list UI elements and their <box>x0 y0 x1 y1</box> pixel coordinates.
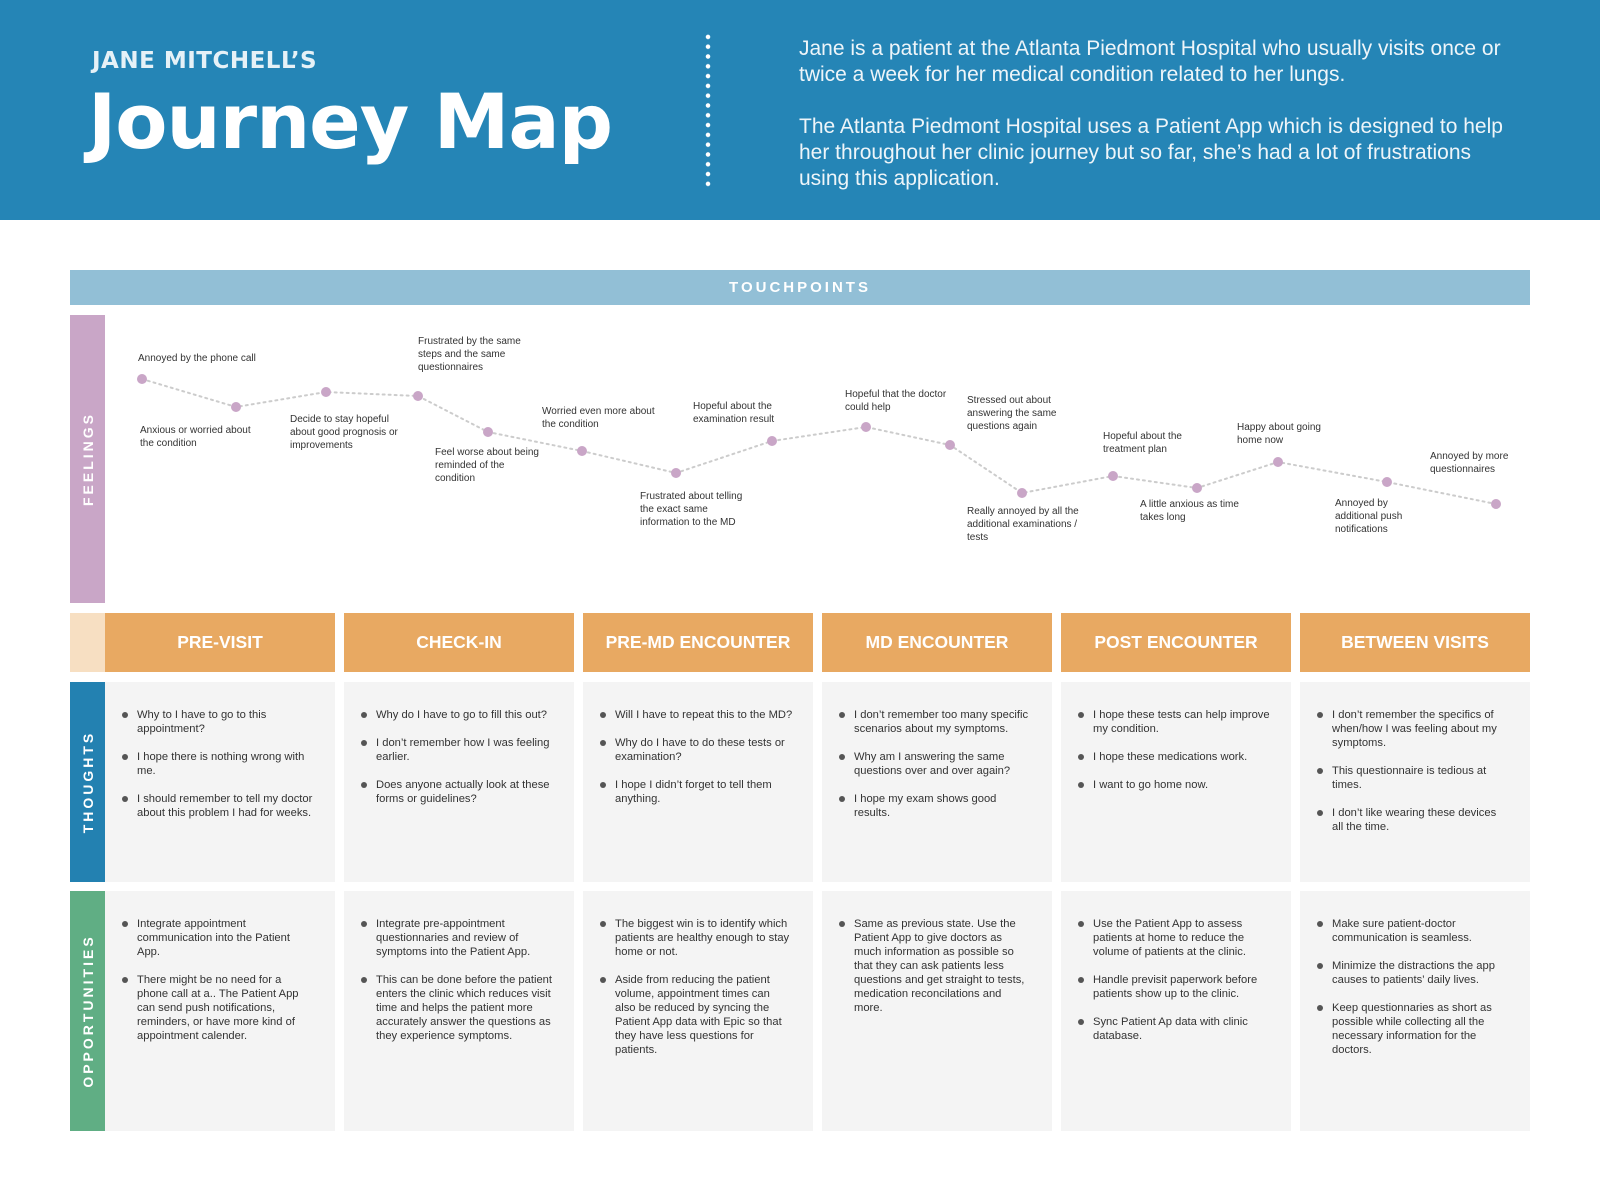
feeling-note: Feel worse about being reminded of the condition <box>435 447 539 484</box>
opportunity-item: Integrate appointment communication into the Patient App. <box>137 917 315 959</box>
feeling-point <box>1491 499 1501 509</box>
thoughts-list <box>1332 708 1510 848</box>
thoughts-label-text: THOUGHTS <box>79 730 96 834</box>
thought-item: Why am I answering the same questions over and over again? <box>854 750 1032 778</box>
feeling-point <box>1273 457 1283 467</box>
feeling-note: Stressed out about answering the same questions again <box>967 395 1057 432</box>
stage-header: BETWEEN VISITS <box>1300 613 1530 672</box>
touchpoints-bar: TOUCHPOINTS <box>70 270 1530 305</box>
opportunities-card <box>344 891 574 1131</box>
feeling-point <box>671 468 681 478</box>
feeling-point <box>483 427 493 437</box>
opportunity-item: Minimize the distractions the app causes to patients’ daily lives. <box>1332 959 1510 987</box>
thought-item: This questionnaire is tedious at times. <box>1332 764 1510 792</box>
stage-header: PRE-VISIT <box>105 613 335 672</box>
thought-item: I hope these tests can help improve my condition. <box>1093 709 1270 735</box>
feeling-note: Frustrated about telling the exact same information to the MD <box>640 491 743 528</box>
thoughts-card <box>1300 682 1530 882</box>
thought-item: I hope I didn’t forget to tell them anything. <box>615 778 793 806</box>
feeling-point <box>321 387 331 397</box>
feeling-point <box>945 440 955 450</box>
thought-item: Will I have to repeat this to the MD? <box>615 709 793 721</box>
opportunities-list <box>1332 917 1510 1071</box>
thoughts-list <box>615 708 793 820</box>
feeling-note: Really annoyed by all the additional examinations / tests <box>967 506 1079 543</box>
thoughts-list <box>137 708 315 834</box>
stage-header: CHECK-IN <box>344 613 574 672</box>
thought-item: I hope there is nothing wrong with me. <box>137 750 315 778</box>
opportunity-item: Aside from reducing the patient volume, appointment times can also be reduced by syncing the Patient App data with Epic so that they have less questions for patients. <box>615 973 793 1057</box>
thought-item: I hope these medications work. <box>1093 750 1271 764</box>
stage-header: POST ENCOUNTER <box>1061 613 1291 672</box>
feeling-note: Frustrated by the same steps and the same questionnaires <box>418 336 521 373</box>
stage-header: PRE-MD ENCOUNTER <box>583 613 813 672</box>
opportunity-item: Keep questionnaries as short as possible while collecting all the necessary information for the doctors. <box>1332 1001 1510 1057</box>
thought-item: I should remember to tell my doctor about this problem I had for weeks. <box>137 792 315 820</box>
feeling-point <box>413 391 423 401</box>
thoughts-card <box>822 682 1052 882</box>
opportunity-item: Sync Patient Ap data with clinic database. <box>1093 1015 1271 1043</box>
opportunities-list <box>137 917 315 1057</box>
thought-item: Why do I have to go to fill this out? <box>376 708 554 722</box>
feeling-note: Hopeful about the examination result <box>693 401 775 425</box>
thoughts-card <box>105 682 335 882</box>
thought-item: Does anyone actually look at these forms or guidelines? <box>376 778 554 806</box>
thought-item: I want to go home now. <box>1093 778 1271 792</box>
opportunities-list <box>854 917 1032 1029</box>
opportunities-card <box>1061 891 1291 1131</box>
feeling-note: Worried even more about the condition <box>542 406 655 430</box>
feeling-note: Happy about going home now <box>1237 422 1321 446</box>
feeling-point <box>767 436 777 446</box>
opportunity-item: Use the Patient App to assess patients at home to reduce the volume of patients at the clinic. <box>1093 917 1271 959</box>
opportunities-card <box>583 891 813 1131</box>
feeling-point <box>1108 471 1118 481</box>
thought-item: I don’t remember too many specific scenarios about my symptoms. <box>854 708 1032 736</box>
opportunity-item: Integrate pre-appointment questionnaries and review of symptoms into the Patient App. <box>376 917 554 959</box>
feeling-point <box>137 374 147 384</box>
opportunity-item: Handle previsit paperwork before patients show up to the clinic. <box>1093 973 1271 1001</box>
feeling-point <box>1382 477 1392 487</box>
opportunities-card <box>105 891 335 1131</box>
thought-item: I don’t remember how I was feeling earlier. <box>376 736 554 764</box>
opportunities-list <box>376 917 554 1057</box>
feeling-note: Hopeful that the doctor could help <box>845 389 947 413</box>
feeling-note: Annoyed by the phone call <box>138 353 256 364</box>
thought-item: Why to I have to go to this appointment? <box>137 708 315 736</box>
opportunities-card <box>822 891 1052 1131</box>
feeling-note: Annoyed by additional push notifications <box>1335 498 1403 535</box>
thought-item: Why do I have to do these tests or examination? <box>615 736 793 764</box>
thoughts-list <box>376 708 554 820</box>
feeling-point <box>861 422 871 432</box>
opportunities-label-text: OPPORTUNITIES <box>79 934 96 1088</box>
thought-item: I don’t remember the specifics of when/how I was feeling about my symptoms. <box>1332 708 1510 750</box>
thought-item: I hope my exam shows good results. <box>854 792 1032 820</box>
thought-item: I don’t like wearing these devices all the time. <box>1332 806 1510 834</box>
map-title: Journey Map <box>88 77 613 166</box>
intro-paragraph-1: Jane is a patient at the Atlanta Piedmont Hospital who usually visits once or twice a week for her medical condition related to her lungs. <box>799 37 1501 86</box>
opportunity-item: Make sure patient-doctor communication is seamless. <box>1332 917 1510 945</box>
opportunities-list <box>615 917 793 1071</box>
opportunity-item: Same as previous state. Use the Patient App to give doctors as much information as possible so that they can ask patients less questions and get straight to tests, medication reconcilations and more. <box>854 917 1032 1015</box>
feeling-note: A little anxious as time takes long <box>1140 499 1239 523</box>
thoughts-card <box>344 682 574 882</box>
thoughts-card <box>1061 682 1291 882</box>
opportunities-list <box>1093 917 1271 1057</box>
feeling-note: Anxious or worried about the condition <box>140 425 251 449</box>
feeling-point <box>1017 488 1027 498</box>
map-subtitle: JANE MITCHELL’S <box>92 48 318 74</box>
feeling-note: Hopeful about the treatment plan <box>1103 431 1182 455</box>
intro-paragraph-2: The Atlanta Piedmont Hospital uses a Patient App which is designed to help her throughout her clinic journey but so far, she’s had a lot of frustrations using this application. <box>799 115 1503 190</box>
feeling-note: Annoyed by more questionnaires <box>1430 451 1509 475</box>
feeling-point <box>577 446 587 456</box>
thoughts-card <box>583 682 813 882</box>
thoughts-list <box>854 708 1032 834</box>
stage-header: MD ENCOUNTER <box>822 613 1052 672</box>
opportunity-item: This can be done before the patient enters the clinic which reduces visit time and helps the patient more accurately answer the questions as they experience symptoms. <box>376 974 553 1042</box>
feeling-note: Decide to stay hopeful about good prognosis or improvements <box>290 414 398 451</box>
opportunities-card <box>1300 891 1530 1131</box>
feeling-point <box>1192 483 1202 493</box>
opportunity-item: There might be no need for a phone call at a.. The Patient App can send push notifications, reminders, or have more kind of appointment calender. <box>137 973 315 1043</box>
thoughts-list <box>1093 708 1271 806</box>
feelings-label-text: FEELINGS <box>79 411 96 507</box>
feeling-point <box>231 402 241 412</box>
opportunity-item: The biggest win is to identify which patients are healthy enough to stay home or not. <box>615 917 793 959</box>
